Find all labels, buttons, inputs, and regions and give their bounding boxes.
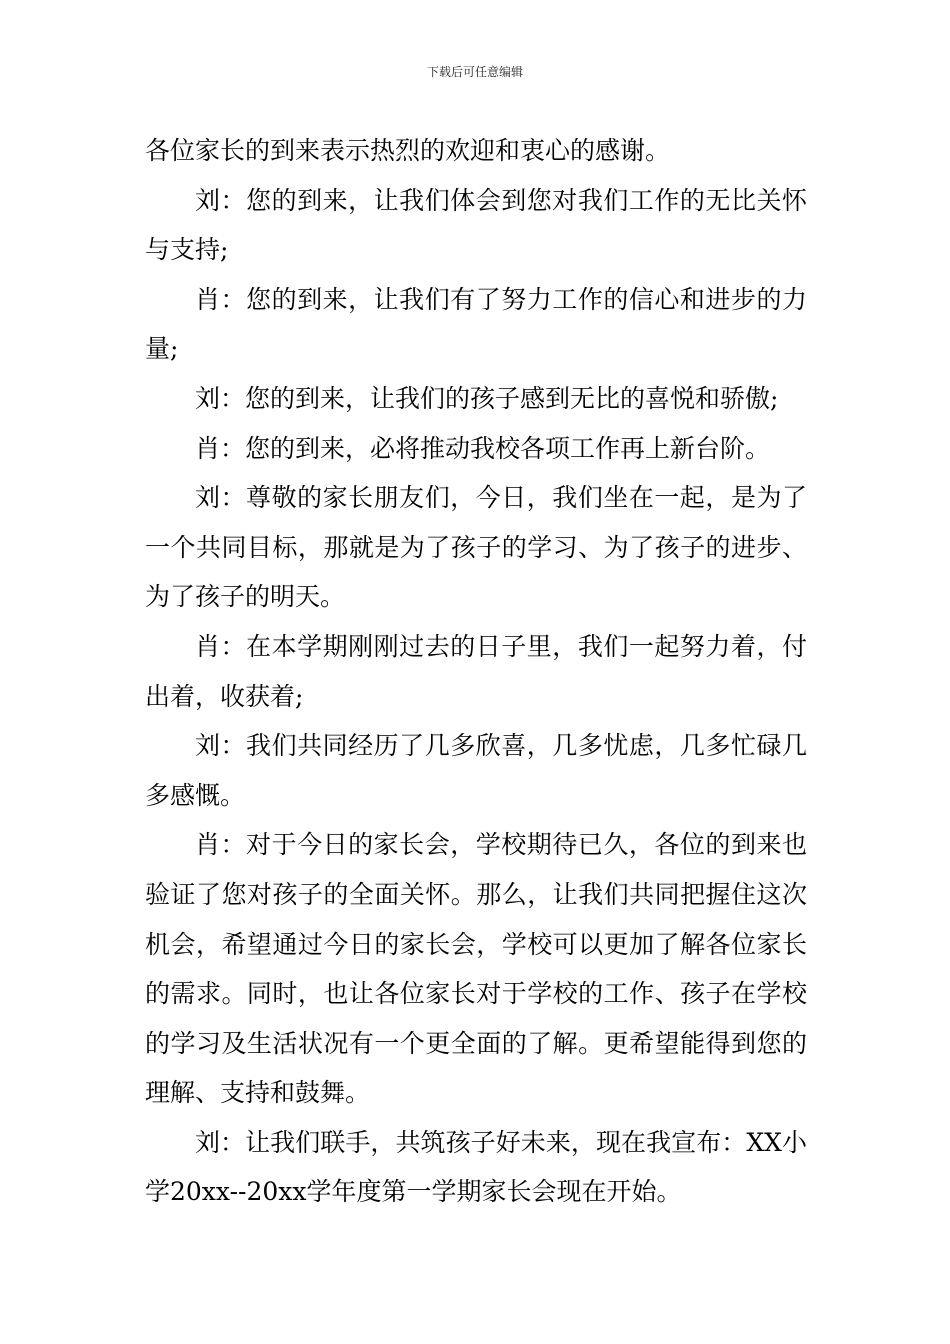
paragraph-liu-joy: 刘：您的到来，让我们的孩子感到无比的喜悦和骄傲; <box>195 383 779 413</box>
paragraph-liu-experiences: 刘：我们共同经历了几多欣喜，几多忧虑，几多忙碌几多感慨。 <box>145 731 807 810</box>
paragraph-liu-support: 刘：您的到来，让我们体会到您对我们工作的无比关怀与支持; <box>145 185 807 265</box>
page-header-note: 下载后可任意编辑 <box>426 65 523 79</box>
paragraph-welcome-continuation: 各位家长的到来表示热烈的欢迎和衷心的感谢。 <box>145 136 671 165</box>
paragraph-xiao-progress: 肖：您的到来，必将推动我校各项工作再上新台阶。 <box>195 433 771 463</box>
paragraph-xiao-efforts: 肖：在本学期刚刚过去的日子里，我们一起努力着，付出着，收获着; <box>145 631 807 711</box>
paragraph-liu-announcement: 刘：让我们联手，共筑孩子好未来，现在我宣布：XX小学20xx--20xx学年度第一学期家长会现在开始。 <box>145 1127 807 1207</box>
paragraph-liu-common-goal: 刘：尊敬的家长朋友们，今日，我们坐在一起，是为了一个共同目标，那就是为了孩子的学习、为了孩子的进步、为了孩子的明天。 <box>145 483 807 612</box>
document-body <box>145 126 807 1217</box>
paragraph-xiao-confidence: 肖：您的到来，让我们有了努力工作的信心和进步的力量; <box>145 284 807 364</box>
paragraph-xiao-meeting-purpose: 肖：对于今日的家长会，学校期待已久，各位的到来也验证了您对孩子的全面关怀。那么，让我们共同把握住这次机会，希望通过今日的家长会，学校可以更加了解各位家长的需求。同时，也让各位家长对于学校的工作、孩子在学校的学习及生活状况有一个更全面的了解。更希望能得到您的理解、支持和鼓舞。 <box>145 830 807 1108</box>
